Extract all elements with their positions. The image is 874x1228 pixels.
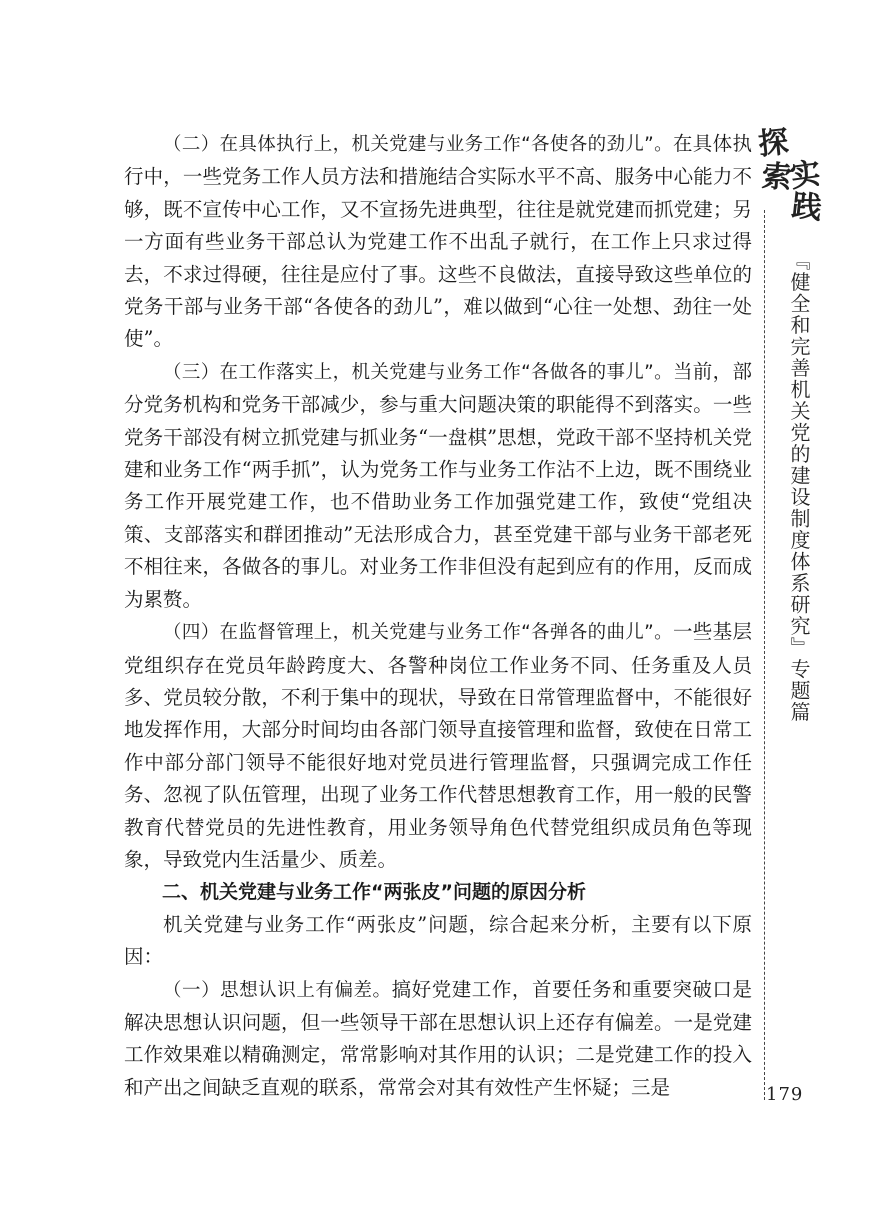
section-title: 『健全和完善机关党的建设制度体系研究』专题篇 [787,250,811,723]
page-number: 179 [766,1084,804,1105]
paragraph-body: 一些基层党组织存在党员年龄跨度大、各警种岗位工作业务不同、任务重及人员多、党员较分散，不利于集中的现状，导致在日常管理监督中，不能很好地发挥作用，大部分时间均由各部门领导直接管理和监督，致使在日常工作中部分部门领导不能很好地对党员进行管理监督，只强调完成工作任务、忽视了队伍管理，出现了业务工作代替思想教育工作，用一般的民警教育代替党员的先进性教育，用业务领导角色代替党组织成员角色等现象，导致党内生活量少、质差。 [124,620,752,871]
subheading-lead: （三）在工作落实上，机关党建与业务工作“各做各的事儿”。 [163,361,673,383]
paragraph-body: 在具体执行中，一些党务工作人员方法和措施结合实际水平不高、服务中心能力不够，既不宣传中心工作，又不宣扬先进典型，往往是就党建而抓党建；另一方面有些业务干部总认为党建工作不出乱子就行，在工作上只求过得去，不求过得硬，往往是应付了事。这些不良做法，直接导致这些单位的党务干部与业务干部“各使各的劲儿”，难以做到“心往一处想、劲往一处使”。 [124,132,752,351]
paragraph-4 [124,616,752,876]
logo-char: 探 [756,124,791,163]
section-logo [752,118,824,228]
paragraph-body: 搞好党建工作，首要任务和重要突破口是解决思想认识问题，但一些领导干部在思想认识上还存有偏差。一是党建工作效果难以精确测定，常常影响对其作用的认识；二是党建工作的投入和产出之间缺乏直观的联系，常常会对其有效性产生怀疑；三是 [124,977,752,1099]
subheading-lead: （一）思想认识上有偏差。 [163,979,392,1001]
paragraph-2 [124,128,752,356]
intro-paragraph: 机关党建与业务工作“两张皮”问题，综合起来分析，主要有以下原因： [124,912,752,969]
dashed-divider [764,210,765,1100]
logo-char: 索 [760,158,793,196]
sidebar [752,118,824,1118]
paragraph-3 [124,356,752,616]
paragraph-cause-1 [124,974,752,1105]
logo-char: 践 [789,188,824,227]
subheading-lead: （四）在监督管理上，机关党建与业务工作“各弹各的曲儿”。 [163,622,673,644]
subheading-lead: （二）在具体执行上，机关党建与业务工作“各使各的劲儿”。 [163,134,673,155]
logo-char: 实 [788,156,823,195]
body-text [124,128,752,1104]
paragraph-body: 当前，部分党务机构和党务干部减少，参与重大问题决策的职能得不到落实。一些党务干部没有树立抓党建与抓业务“一盘棋”思想，党政干部不坚持机关党建和业务工作“两手抓”，认为党务工作与业务工作沾不上边，既不围绕业务工作开展党建工作，也不借助业务工作加强党建工作，致使“党组决策、支部落实和群团推动”无法形成合力，甚至党建干部与业务干部老死不相往来，各做各的事儿。对业务工作非但没有起到应有的作用，反而成为累赘。 [124,359,752,611]
section-heading: 二、机关党建与业务工作“两张皮”问题的原因分析 [162,881,586,904]
